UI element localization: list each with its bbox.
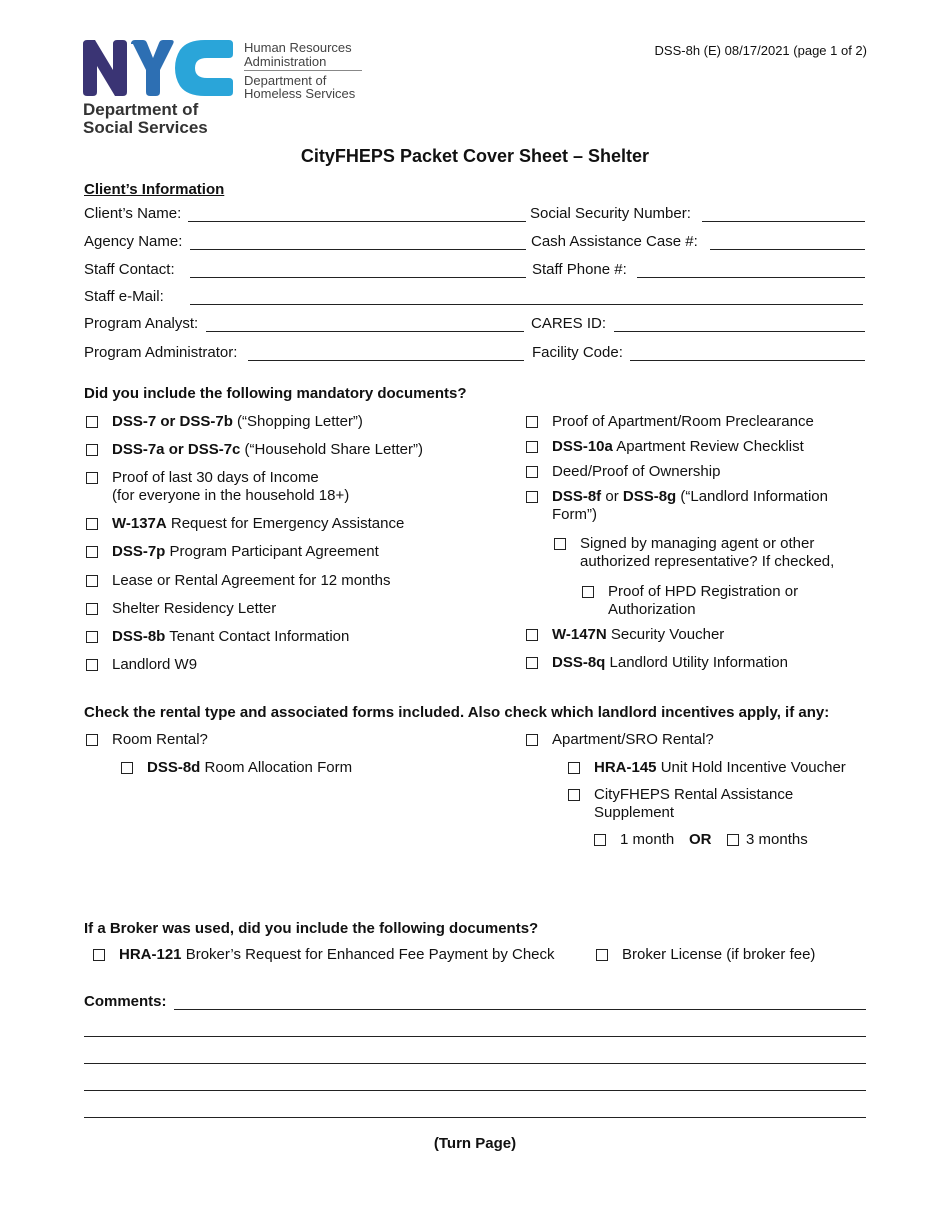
checkbox[interactable] (526, 657, 538, 669)
form-code: W-137A (112, 515, 167, 532)
checkbox[interactable] (86, 631, 98, 643)
staff-contact-field[interactable] (190, 262, 526, 278)
form-code: W-147N (552, 626, 607, 643)
item-label-2: Supplement (594, 804, 675, 821)
checkbox[interactable] (526, 629, 538, 641)
checkbox[interactable] (594, 834, 606, 846)
item-label: Request for Emergency Assistance (166, 515, 405, 532)
program-analyst-field[interactable] (206, 316, 524, 332)
ssn-field[interactable] (702, 206, 865, 222)
form-code-2: DSS-8g (622, 488, 677, 505)
checkbox[interactable] (86, 472, 98, 484)
facility-code-field[interactable] (630, 345, 865, 361)
item-label-2: Authorization (608, 601, 696, 618)
comments-line-4[interactable] (84, 1090, 866, 1091)
form-code: DSS-8q (552, 654, 606, 671)
agency-line-3: Department of (244, 73, 327, 88)
checkbox[interactable] (86, 416, 98, 428)
checkbox[interactable] (526, 734, 538, 746)
dept-line-2: Social Services (83, 118, 208, 137)
checkbox[interactable] (86, 603, 98, 615)
dept-line-1: Department of (83, 100, 199, 119)
checkbox[interactable] (526, 491, 538, 503)
item-label: Lease or Rental Agreement for 12 months (112, 572, 391, 589)
comments-line-3[interactable] (84, 1063, 866, 1064)
staff-email-field[interactable] (190, 289, 863, 305)
agency-name-field[interactable] (190, 234, 526, 250)
comments-line-2[interactable] (84, 1036, 866, 1037)
item-label: Security Voucher (606, 626, 725, 643)
agency-divider (244, 70, 362, 71)
ssn-label: Social Security Number: (530, 205, 691, 222)
checkbox[interactable] (86, 546, 98, 558)
client-name-label: Client’s Name: (84, 205, 182, 222)
checkbox[interactable] (554, 538, 566, 550)
or-label: OR (689, 831, 712, 848)
agency-line-2: Administration (244, 54, 327, 69)
agency-name-label: Agency Name: (84, 233, 183, 250)
item-label: Deed/Proof of Ownership (552, 463, 721, 480)
nyc-logo (83, 40, 235, 96)
checkbox[interactable] (93, 949, 105, 961)
item-label: Room Rental? (112, 731, 208, 748)
form-code: DSS-8d (147, 759, 201, 776)
checkbox[interactable] (526, 441, 538, 453)
item-label: 3 months (746, 831, 808, 848)
staff-phone-field[interactable] (637, 262, 865, 278)
agency-line-4: Homeless Services (244, 86, 356, 101)
item-label: Unit Hold Incentive Voucher (656, 759, 846, 776)
item-label: CityFHEPS Rental Assistance (594, 786, 794, 803)
staff-email-label: Staff e-Mail: (84, 288, 164, 305)
item-label: Proof of Apartment/Room Preclearance (552, 413, 814, 430)
item-label: Apartment/SRO Rental? (552, 731, 714, 748)
turn-page-label: (Turn Page) (433, 1135, 517, 1152)
checkbox[interactable] (86, 575, 98, 587)
comments-line-5[interactable] (84, 1117, 866, 1118)
form-code: HRA-121 (119, 946, 182, 963)
checkbox[interactable] (86, 659, 98, 671)
agency-line-1: Human Resources (244, 40, 352, 55)
form-code: HRA-145 (594, 759, 657, 776)
item-label-2: (for everyone in the household 18+) (112, 487, 350, 504)
form-code: DSS-7 or DSS-7b (112, 413, 233, 430)
broker-heading: If a Broker was used, did you include the following documents? (84, 920, 539, 937)
item-label: Shelter Residency Letter (112, 600, 277, 617)
cares-id-label: CARES ID: (531, 315, 607, 332)
cash-case-label: Cash Assistance Case #: (531, 233, 698, 250)
facility-code-label: Facility Code: (532, 344, 623, 361)
rental-heading: Check the rental type and associated forms included. Also check which landlord incentives apply, if any: (84, 704, 830, 721)
comments-label: Comments: (84, 993, 167, 1010)
staff-contact-label: Staff Contact: (84, 261, 175, 278)
page-title: CityFHEPS Packet Cover Sheet – Shelter (300, 146, 650, 166)
item-label: Room Allocation Form (200, 759, 353, 776)
item-label: (“Household Share Letter”) (240, 441, 423, 458)
cares-id-field[interactable] (614, 316, 865, 332)
item-label-2: Form”) (552, 506, 597, 523)
client-info-heading: Client’s Information (84, 181, 225, 198)
mandatory-heading: Did you include the following mandatory documents? (84, 385, 467, 402)
checkbox[interactable] (86, 444, 98, 456)
item-label: (“Shopping Letter”) (232, 413, 363, 430)
program-admin-label: Program Administrator: (84, 344, 238, 361)
checkbox[interactable] (568, 762, 580, 774)
item-label: Landlord W9 (112, 656, 198, 673)
item-label: Broker License (if broker fee) (622, 946, 816, 963)
checkbox[interactable] (596, 949, 608, 961)
program-admin-field[interactable] (248, 345, 524, 361)
checkbox[interactable] (568, 789, 580, 801)
form-id: DSS-8h (E) 08/17/2021 (page 1 of 2) (654, 43, 867, 58)
item-label-or: or (601, 488, 623, 505)
checkbox[interactable] (86, 734, 98, 746)
form-code: DSS-7a or DSS-7c (112, 441, 241, 458)
checkbox[interactable] (526, 416, 538, 428)
item-label-2: authorized representative? If checked, (580, 553, 835, 570)
item-label: (“Landlord Information (676, 488, 828, 505)
item-label: 1 month (620, 831, 675, 848)
item-label: Landlord Utility Information (605, 654, 788, 671)
item-label: Signed by managing agent or other (580, 535, 815, 552)
checkbox[interactable] (121, 762, 133, 774)
item-label: Proof of HPD Registration or (608, 583, 799, 600)
staff-phone-label: Staff Phone #: (532, 261, 627, 278)
checkbox[interactable] (86, 518, 98, 530)
program-analyst-label: Program Analyst: (84, 315, 199, 332)
item-label: Tenant Contact Information (165, 628, 350, 645)
cash-case-field[interactable] (710, 234, 865, 250)
item-label: Proof of last 30 days of Income (112, 469, 319, 486)
nyc-logo-mark (83, 40, 235, 96)
form-code: DSS-7p (112, 543, 166, 560)
item-label: Apartment Review Checklist (612, 438, 804, 455)
item-label: Program Participant Agreement (165, 543, 379, 560)
form-code: DSS-10a (552, 438, 613, 455)
form-code: DSS-8b (112, 628, 166, 645)
checkbox[interactable] (582, 586, 594, 598)
client-name-field[interactable] (188, 206, 526, 222)
comments-line-1[interactable] (174, 994, 866, 1010)
checkbox[interactable] (526, 466, 538, 478)
checkbox[interactable] (727, 834, 739, 846)
item-label: Broker’s Request for Enhanced Fee Payment by Check (181, 946, 555, 963)
form-code: DSS-8f (552, 488, 602, 505)
